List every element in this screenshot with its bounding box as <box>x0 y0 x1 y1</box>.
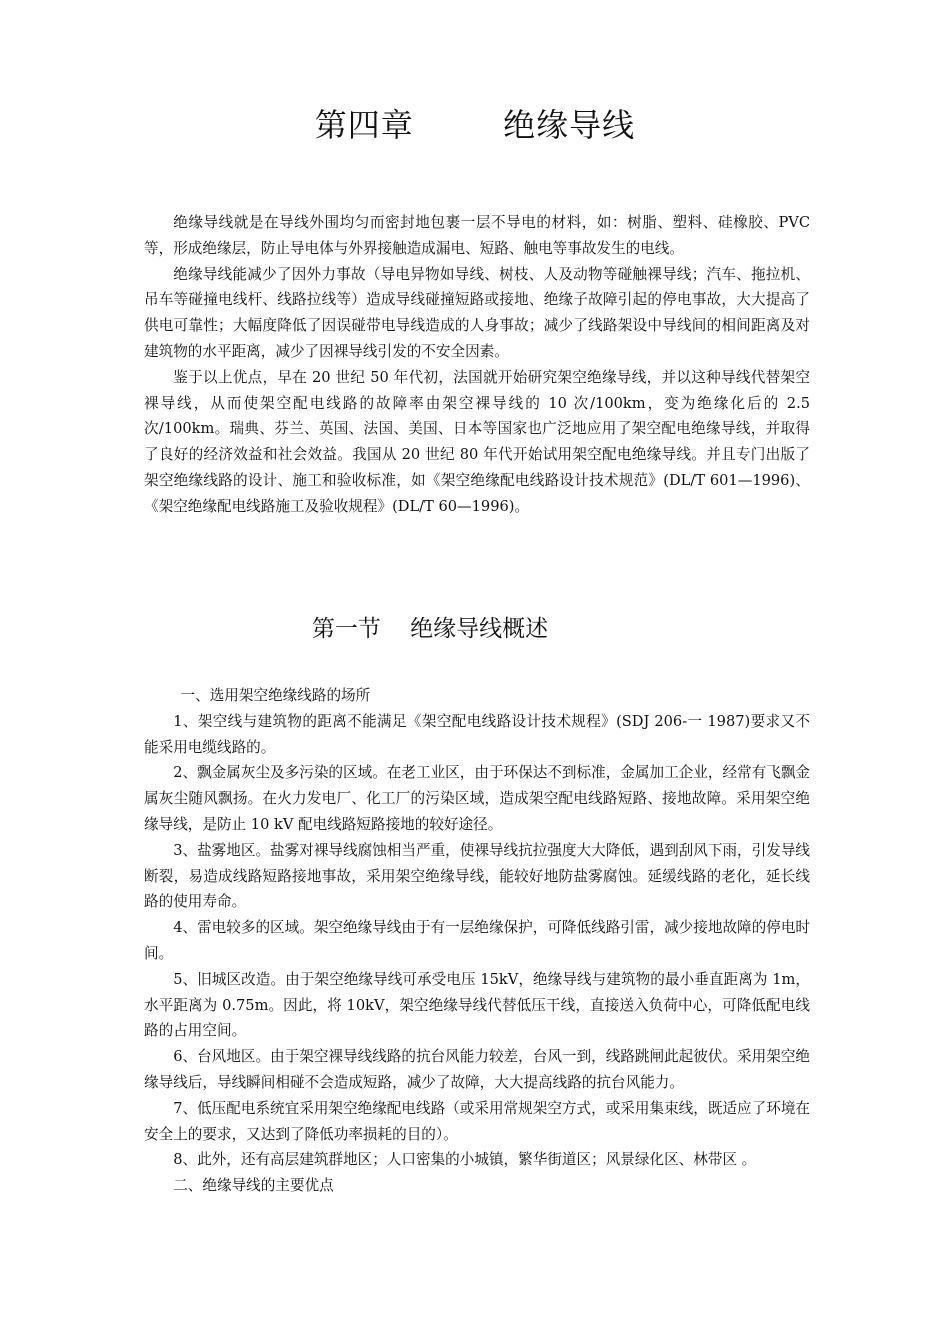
list-item: 3、盐雾地区。盐雾对裸导线腐蚀相当严重，使裸导线抗拉强度大大降低，遇到刮风下雨，引发导线断裂，易造成线路短路接地事故，采用架空绝缘导线，能较好地防盐雾腐蚀。延缓线路的老化，延长线路的使用寿命。 <box>144 841 811 911</box>
list-item: 8、此外，还有高层建筑群地区；人口密集的小城镇，繁华街道区；风景绿化区、林带区 。 <box>173 1151 757 1169</box>
section-body <box>144 683 810 1199</box>
list-item: 4、雷电较多的区域。架空绝缘导线由于有一层绝缘保护，可降低线路引雷，减少接地故障的停电时间。 <box>144 919 811 962</box>
chapter-title: 第四章 绝缘导线 <box>314 106 636 144</box>
list-item: 2、飘金属灰尘及多污染的区域。在老工业区，由于环保达不到标准，金属加工企业，经常有飞飘金属灰尘随风飘扬。在火力发电厂、化工厂的污染区域，造成架空配电线路短路、接地故障。采用架空绝缘导线，是防止 10 kV 配电线路短路接地的较好途径。 <box>144 764 811 833</box>
list-item: 6、台风地区。由于架空裸导线线路的抗台风能力较差，台风一到，线路跳闸此起彼伏。采用架空绝缘导线后，导线瞬间相碰不会造成短路，减少了故障，大大提高线路的抗台风能力。 <box>144 1048 811 1091</box>
list-item: 5、旧城区改造。由于架空绝缘导线可承受电压 15kV，绝缘导线与建筑物的最小垂直距离为 1m，水平距离为 0.75m。因此，将 10kV，架空绝缘导线代替低压干线，直接送入负荷中心，可降低配电线路的占用空间。 <box>144 970 810 1040</box>
intro-paragraph: 绝缘导线能减少了因外力事故（导电异物如导线、树枝、人及动物等碰触裸导线；汽车、拖拉机、吊车等碰撞电线杆、线路拉线等）造成导线碰撞短路或接地、绝缘子故障引起的停电事故，大大提高了供电可靠性；大幅度降低了因误碰带电导线造成的人身事故；减少了线路架设中导线间的相间距离及对建筑物的水平距离，减少了因裸导线引发的不安全因素。 <box>144 265 810 360</box>
list-item: 7、低压配电系统宜采用架空绝缘配电线路（或采用常规架空方式，或采用集束线，既适应了环境在安全上的要求，又达到了降低功率损耗的目的）。 <box>144 1099 811 1143</box>
intro-section <box>144 210 810 520</box>
list-item: 1、架空线与建筑物的距离不能满足《架空配电线路设计技术规程》(SDJ 206-一 1987)要求又不能采用电缆线路的。 <box>144 712 810 756</box>
intro-paragraph: 绝缘导线就是在导线外围均匀而密封地包裹一层不导电的材料，如：树脂、塑料、硅橡胶、PVC 等，形成绝缘层，防止导电体与外界接触造成漏电、短路、触电等事故发生的电线。 <box>144 214 810 257</box>
subheading-main-advantages: 二、绝缘导线的主要优点 <box>173 1177 334 1195</box>
subheading-usage-sites: 一、选用架空绝缘线路的场所 <box>180 687 371 704</box>
section-title: 第一节 绝缘导线概述 <box>311 616 549 642</box>
intro-paragraph: 鉴于以上优点，早在 20 世纪 50 年代初，法国就开始研究架空绝缘导线，并以这种导线代替架空裸导线，从而使架空配电线路的故障率由架空裸导线的 10 次/100km，变为绝缘化后的 2.5 次/100km。瑞典、芬兰、英国、法国、美国、日本等国家也广泛地应用了架空配电绝缘导线，并取得了良好的经济效益和社会效益。我国从 20 世纪 80 年代开始试用架空配电绝缘导线。并且专门出版了架空绝缘线路的设计、施工和验收标准，如《架空绝缘配电线路设计技术规范》(DL/T 601—1996)、《架空绝缘配电线路施工及验收规程》(DL/T 60—1996)。 <box>144 368 810 515</box>
